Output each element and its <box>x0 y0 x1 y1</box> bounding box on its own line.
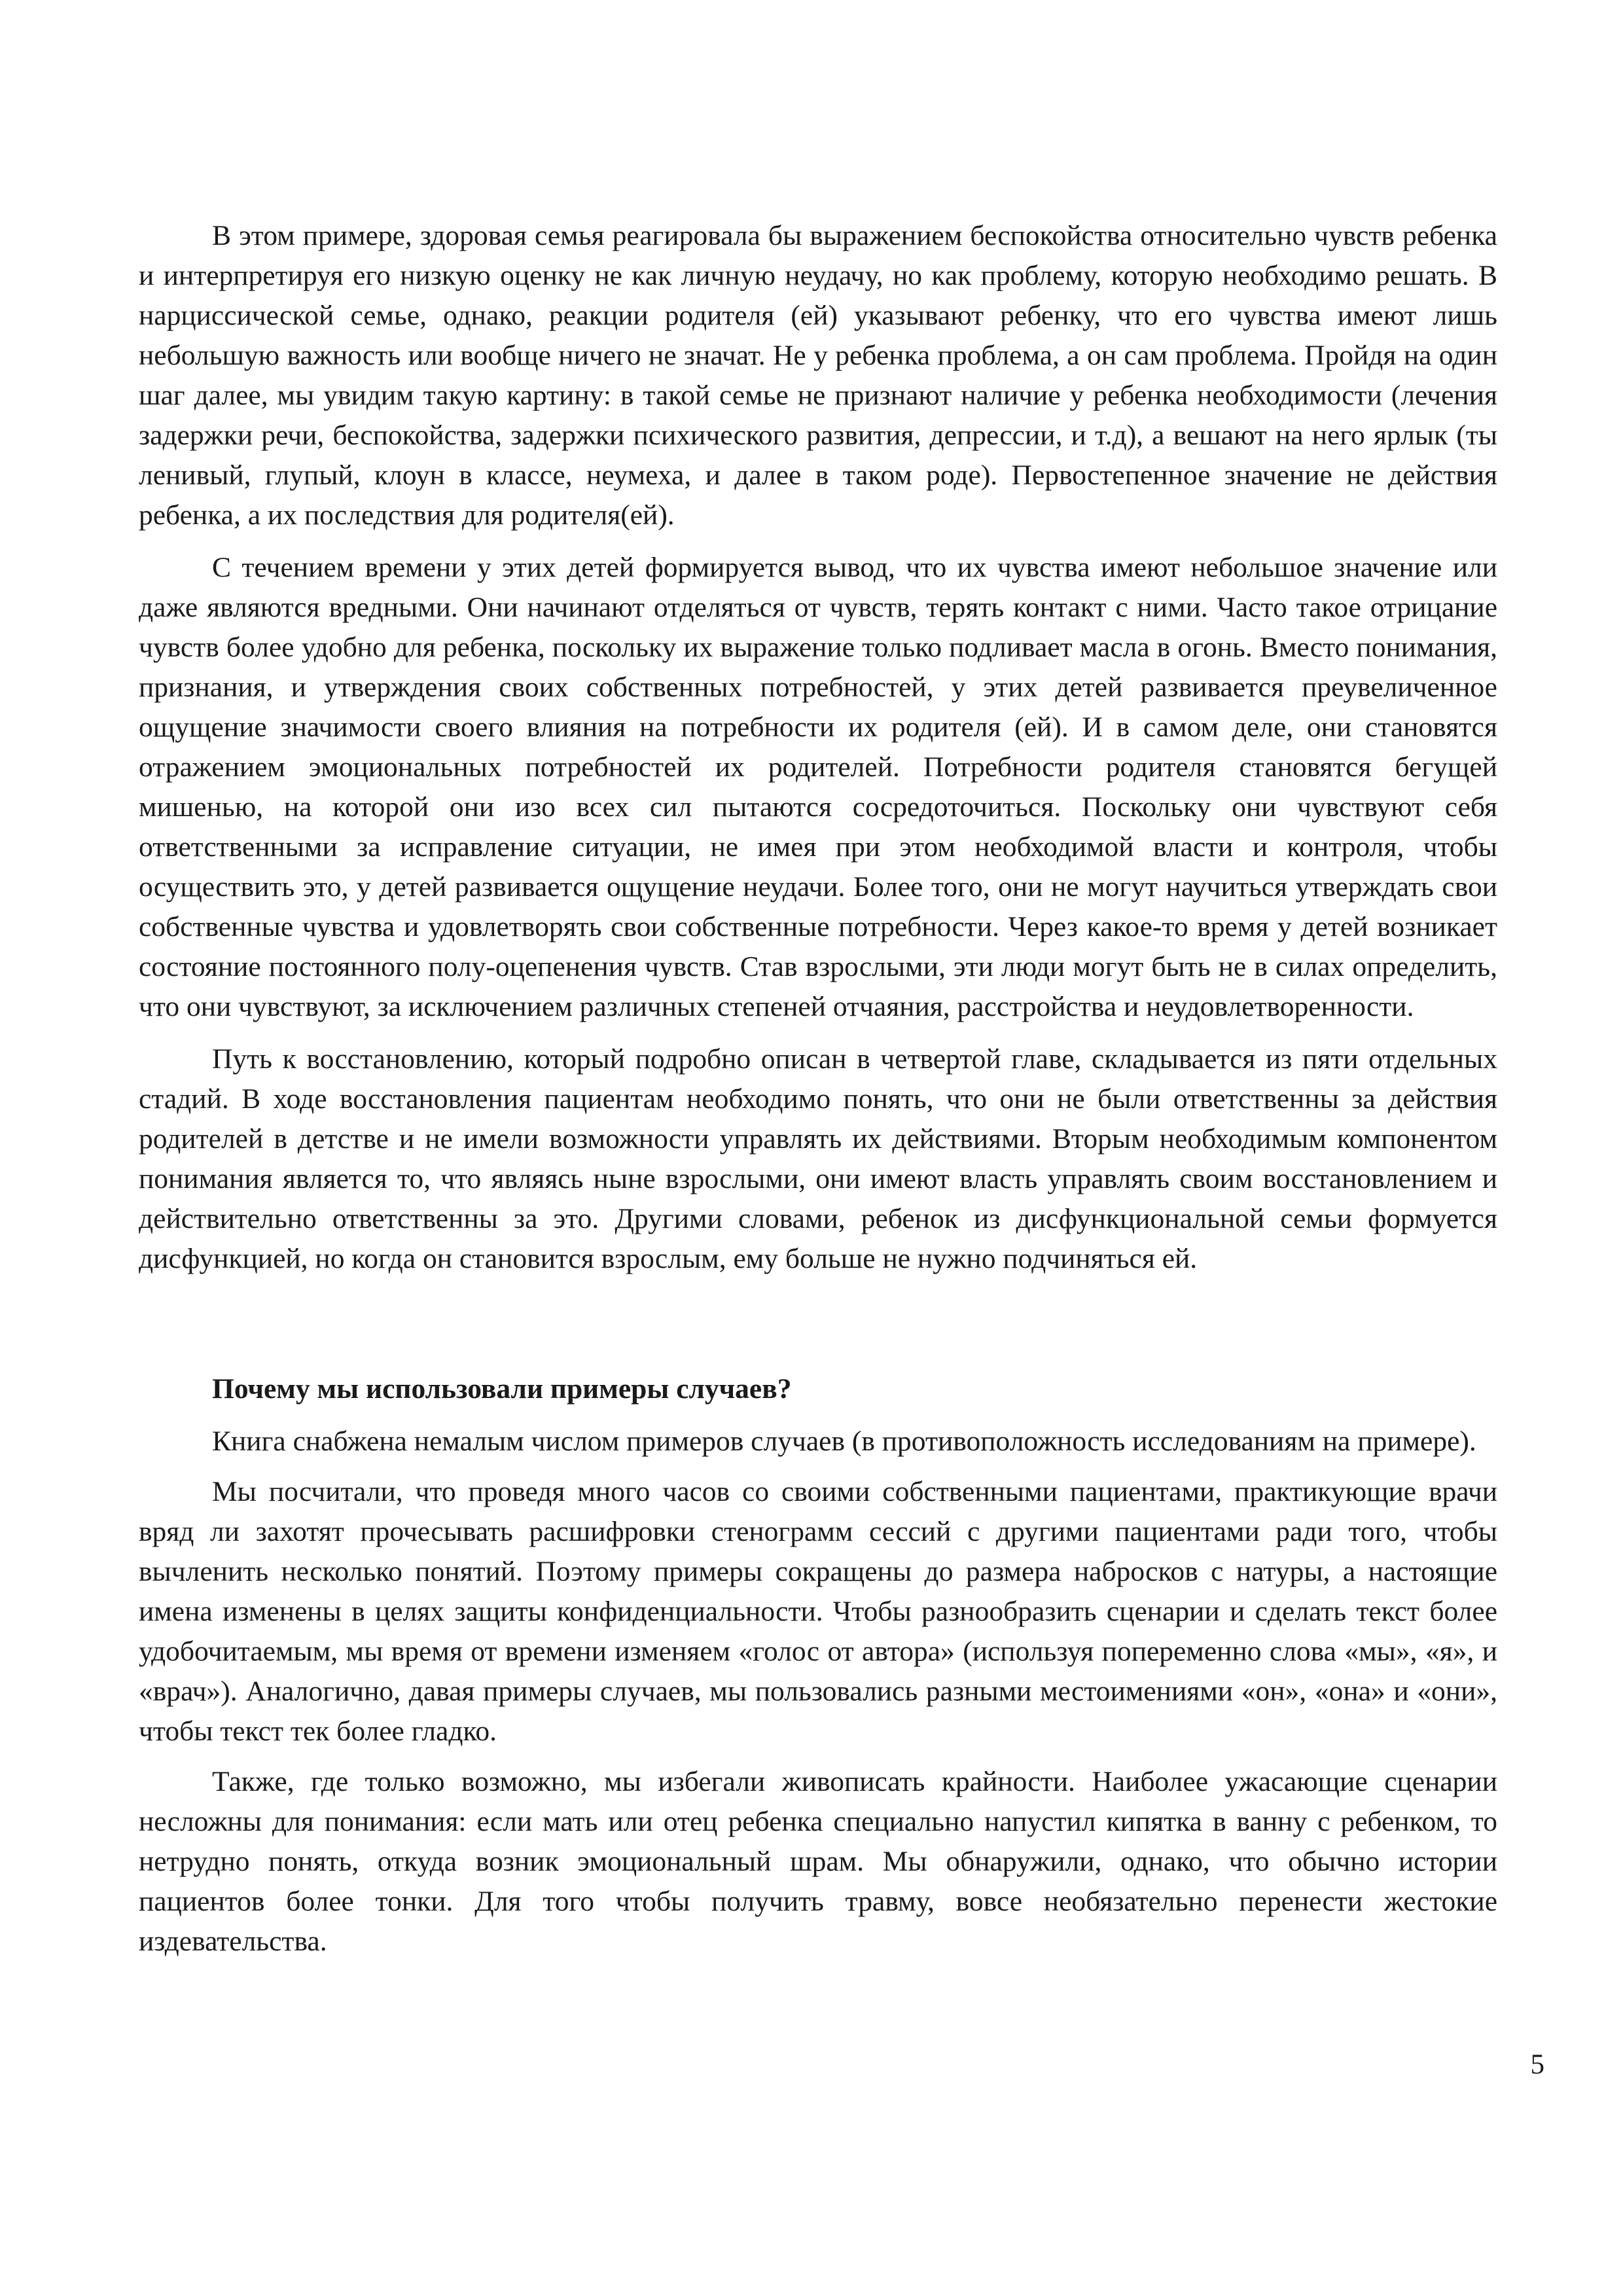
paragraph-book-examples: Книга снабжена немалым числом примеров случаев (в противоположность исследованиям на примере). <box>212 1426 1476 1457</box>
paragraph-avoid-extremes: Также, где только возможно, мы избегали живописать крайности. Наиболее ужасающие сценарии несложны для понимания: если мать или отец ребенка специально напустил кипятка в ванну с ребенком, то нетрудно понять, откуда возник эмоциональный шрам. Мы обнаружили, однако, что обычно истории пациентов более тонки. Для того чтобы получить травму, вовсе необязательно перенести жестокие издевательства. <box>139 1766 1497 1957</box>
paragraph-case-sketches: Мы посчитали, что проведя много часов со своими собственными пациентами, практикующие врачи вряд ли захотят прочесывать расшифровки стенограмм сессий с другими пациентами ради того, чтобы вычленить несколько понятий. Поэтому примеры сокращены до размера набросков с натуры, а настоящие имена изменены в целях защиты конфиденциальности. Чтобы разнообразить сценарии и сделать текст более удобочитаемым, мы время от времени изменяем «голос от автора» (используя попеременно слова «мы», «я», и «врач»). Аналогично, давая примеры случаев, мы пользовались разными местоимениями «он», «она» и «они», чтобы текст тек более гладко. <box>139 1476 1497 1747</box>
section-heading: Почему мы использовали примеры случаев? <box>212 1373 792 1405</box>
paragraph-recovery-path: Путь к восстановлению, который подробно описан в четвертой главе, складывается из пяти отдельных стадий. В ходе восстановления пациентам необходимо понять, что они не были ответственны за действия родителей в детстве и не имели возможности управлять их действиями. Вторым необходимым компонентом понимания является то, что являясь ныне взрослыми, они имеют власть управлять своим восстановлением и действительно ответственны за это. Другими словами, ребенок из дисфункциональной семьи формуется дисфункцией, но когда он становится взрослым, ему больше не нужно подчиняться ей. <box>139 1043 1497 1274</box>
page-body <box>139 216 1497 1962</box>
page-number: 5 <box>1530 2049 1544 2080</box>
paragraph-children-conclusion: С течением времени у этих детей формируется вывод, что их чувства имеют небольшое значение или даже являются вредными. Они начинают отделяться от чувств, терять контакт с ними. Часто такое отрицание чувств более удобно для ребенка, поскольку их выражение только подливает масла в огонь. Вместо понимания, признания, и утверждения своих собственных потребностей, у этих детей развивается преувеличенное ощущение значимости своего влияния на потребности их родителя (ей). И в самом деле, они становятся отражением эмоциональных потребностей их родителей. Потребности родителя становятся бегущей мишенью, на которой они изо всех сил пытаются сосредоточиться. Поскольку они чувствуют себя ответственными за исправление ситуации, не имея при этом необходимой власти и контроля, чтобы осуществить это, у детей развивается ощущение неудачи. Более того, они не могут научиться утверждать свои собственные чувства и удовлетворять свои собственные потребности. Через какое-то время у детей возникает состояние постоянного полу-оцепенения чувств. Став взрослыми, эти люди могут быть не в силах определить, что они чувствуют, за исключением различных степеней отчаяния, расстройства и неудовлетворенности. <box>139 552 1497 1022</box>
paragraph-healthy-family-example: В этом примере, здоровая семья реагировала бы выражением беспокойства относительно чувств ребенка и интерпретируя его низкую оценку не как личную неудачу, но как проблему, которую необходимо решать. В нарциссической семье, однако, реакции родителя (ей) указывают ребенку, что его чувства имеют лишь небольшую важность или вообще ничего не значат. Не у ребенка проблема, а он сам проблема. Пройдя на один шаг далее, мы увидим такую картину: в такой семье не признают наличие у ребенка необходимости (лечения задержки речи, беспокойства, задержки психического развития, депрессии, и т.д), а вешают на него ярлык (ты ленивый, глупый, клоун в классе, неумеха, и далее в таком роде). Первостепенное значение не действия ребенка, а их последствия для родителя(ей). <box>139 220 1497 531</box>
